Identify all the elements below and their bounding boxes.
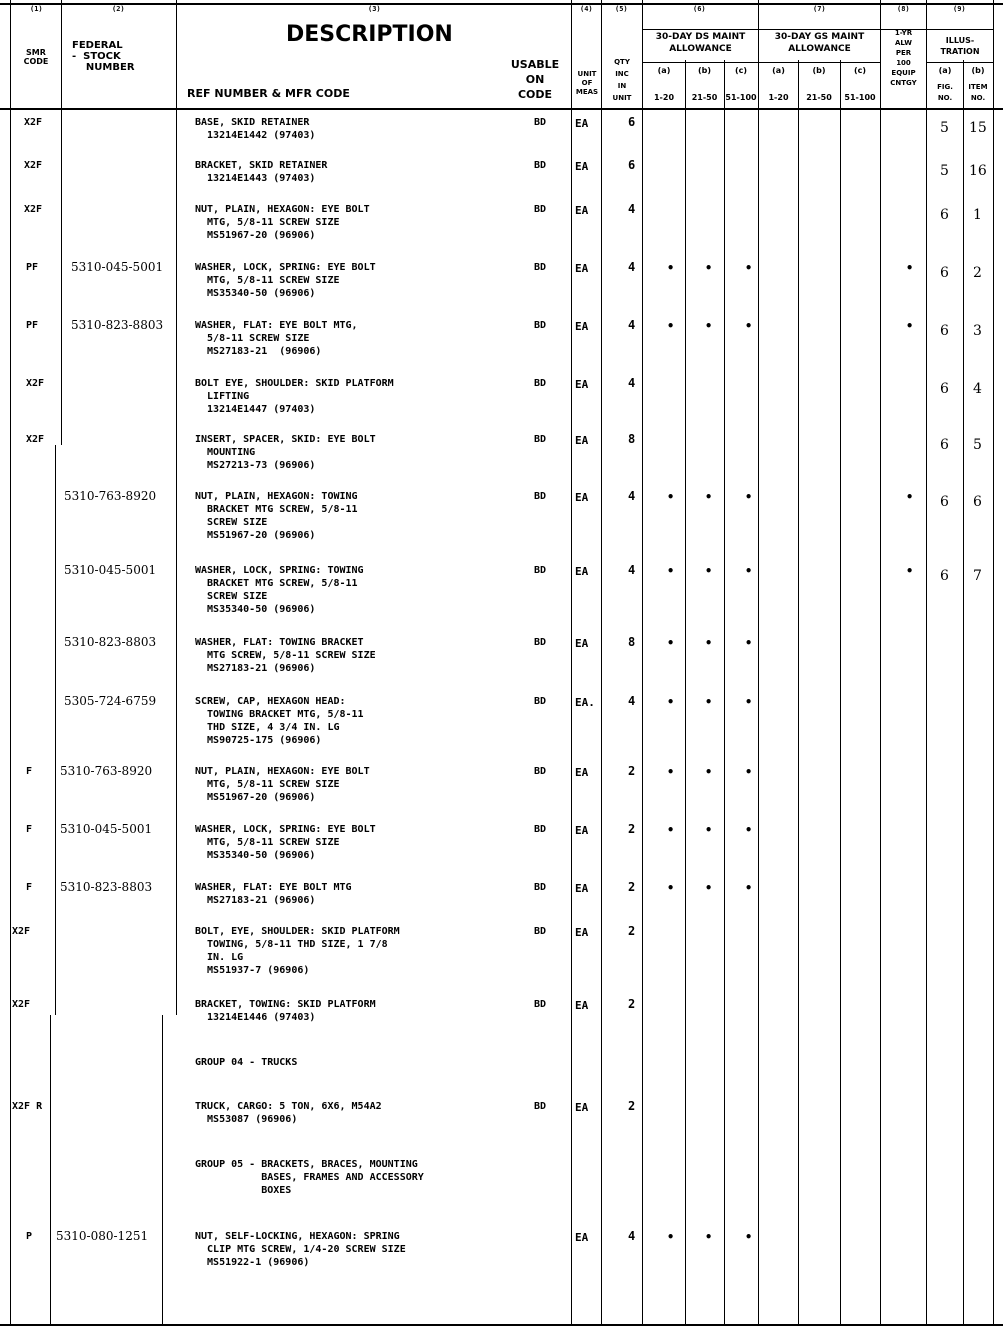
ds-allowance-mark: • [745, 636, 753, 650]
unit-of-measure: EA [575, 117, 589, 130]
usable-on-header: USABLE ON CODE [510, 58, 560, 101]
qty-in-unit: 6 [628, 158, 636, 172]
column-rule [993, 0, 994, 1325]
column-rule [724, 60, 725, 1325]
smr-code-header: SMR CODE [23, 48, 49, 66]
unit-of-measure: EA [575, 320, 589, 333]
usable-on-code: BD [534, 926, 547, 937]
item-description: WASHER, LOCK, SPRING: EYE BOLT MTG, 5/8-11 SCREW SIZE MS35340-50 (96906) [195, 262, 376, 299]
usable-on-code: BD [534, 565, 547, 576]
item-description: WASHER, FLAT: TOWING BRACKET MTG SCREW, 5/8-11 SCREW SIZE MS27183-21 (96906) [195, 637, 376, 674]
smr-code: F [26, 766, 33, 777]
ds-allowance-mark: • [745, 319, 753, 333]
col-number: (7) [813, 5, 826, 13]
federal-stock-number: 5310-823-8803 [64, 635, 157, 649]
smr-code: X2F [24, 204, 43, 215]
column-rule [880, 0, 881, 1325]
ds-allowance-mark: • [745, 881, 753, 895]
unit-of-measure: EA [575, 565, 589, 578]
item-description: WASHER, LOCK, SPRING: TOWING BRACKET MTG SCREW, 5/8-11 SCREW SIZE MS35340-50 (96906) [195, 565, 364, 615]
qty-in-unit: 4 [628, 318, 636, 332]
ds-maint-header: 30-DAY DS MAINT ALLOWANCE [655, 32, 746, 54]
usable-on-code: BD [534, 320, 547, 331]
ds-allowance-mark: • [745, 695, 753, 709]
item-number: 3 [973, 323, 982, 339]
item-number: 16 [969, 163, 987, 179]
usable-on-code: BD [534, 491, 547, 502]
ds-allowance-mark: • [705, 695, 713, 709]
smr-code: X2F R [12, 1101, 43, 1112]
item-description: GROUP 04 - TRUCKS [195, 1057, 298, 1068]
sub-range: 51-100 [725, 93, 757, 102]
column-rule [840, 60, 841, 1325]
column-rule [50, 1015, 51, 1325]
column-rule [758, 0, 759, 1325]
item-number: 4 [973, 381, 982, 397]
ds-allowance-mark: • [745, 823, 753, 837]
column-rule [798, 60, 799, 1325]
usable-on-code: BD [534, 1101, 547, 1112]
qty-in-unit: 6 [628, 115, 636, 129]
ds-allowance-mark: • [667, 823, 675, 837]
smr-code: X2F [24, 160, 43, 171]
contingency-mark: • [906, 319, 914, 333]
qty-in-unit: 8 [628, 635, 636, 649]
federal-stock-number: 5310-823-8803 [60, 880, 153, 894]
figure-number: 6 [940, 568, 949, 584]
sub-letter: (a) [772, 66, 785, 75]
federal-stock-number: 5310-763-8920 [60, 764, 153, 778]
ds-allowance-mark: • [745, 1230, 753, 1244]
ds-allowance-mark: • [705, 564, 713, 578]
usable-on-code: BD [534, 824, 547, 835]
ds-allowance-mark: • [705, 1230, 713, 1244]
column-rule [963, 60, 964, 1325]
ds-allowance-mark: • [745, 261, 753, 275]
contingency-mark: • [906, 564, 914, 578]
ds-allowance-mark: • [667, 881, 675, 895]
qty-in-unit: 8 [628, 432, 636, 446]
item-description: BOLT EYE, SHOULDER: SKID PLATFORM LIFTING 13214E1447 (97403) [195, 378, 394, 415]
unit-of-measure: EA [575, 999, 589, 1012]
smr-code: X2F [26, 378, 45, 389]
figure-number: 6 [940, 437, 949, 453]
top-rule [0, 3, 1003, 5]
sub-range: 51-100 [844, 93, 876, 102]
figure-number: 6 [940, 494, 949, 510]
ds-allowance-mark: • [745, 564, 753, 578]
qty-in-unit: 4 [628, 694, 636, 708]
sub-letter: (b) [697, 66, 712, 75]
sub-range: 21-50 [806, 93, 832, 102]
column-rule [55, 445, 56, 1015]
usable-on-code: BD [534, 434, 547, 445]
col-number: (4) [580, 5, 593, 13]
ds-allowance-mark: • [705, 319, 713, 333]
usable-on-code: BD [534, 204, 547, 215]
col-number: (8) [897, 5, 910, 13]
unit-of-measure: EA [575, 1101, 589, 1114]
smr-code: F [26, 882, 33, 893]
usable-on-code: BD [534, 262, 547, 273]
usable-on-code: BD [534, 378, 547, 389]
qty-in-unit: 4 [628, 376, 636, 390]
qty-in-unit: 2 [628, 1099, 636, 1113]
col-number: (3) [368, 5, 381, 13]
item-number: 15 [969, 120, 987, 136]
item-description: NUT, PLAIN, HEXAGON: EYE BOLT MTG, 5/8-11 SCREW SIZE MS51967-20 (96906) [195, 204, 370, 241]
figure-number: 5 [940, 163, 949, 179]
item-description: GROUP 05 - BRACKETS, BRACES, MOUNTING BASES, FRAMES AND ACCESSORY BOXES [195, 1159, 424, 1196]
unit-of-measure: EA [575, 160, 589, 173]
ds-allowance-mark: • [705, 261, 713, 275]
ds-allowance-mark: • [705, 823, 713, 837]
sub-range: 1-20 [653, 93, 675, 102]
unit-of-measure: EA [575, 766, 589, 779]
smr-code: PF [26, 320, 39, 331]
item-description: WASHER, FLAT: EYE BOLT MTG MS27183-21 (96906) [195, 882, 352, 906]
item-description: BRACKET, TOWING: SKID PLATFORM 13214E1446 (97403) [195, 999, 376, 1023]
item-no-header: ITEM NO. [968, 83, 988, 102]
col-number: (2) [112, 5, 125, 13]
ds-allowance-mark: • [667, 636, 675, 650]
col-number: (1) [30, 5, 43, 13]
unit-of-measure: EA. [575, 696, 595, 709]
item-number: 2 [973, 265, 982, 281]
unit-of-measure: EA [575, 926, 589, 939]
ds-allowance-mark: • [667, 564, 675, 578]
qty-in-unit: 2 [628, 880, 636, 894]
sub-range: 21-50 [691, 93, 718, 102]
column-rule [685, 60, 686, 1325]
smr-code: P [26, 1231, 33, 1242]
federal-stock-number: 5310-080-1251 [56, 1229, 149, 1243]
ds-allowance-mark: • [745, 765, 753, 779]
unit-of-measure: EA [575, 1231, 589, 1244]
unit-of-measure: EA [575, 491, 589, 504]
ref-mfr-header: REF NUMBER & MFR CODE [187, 87, 350, 100]
item-description: NUT, SELF-LOCKING, HEXAGON: SPRING CLIP MTG SCREW, 1/4-20 SCREW SIZE MS51922-1 (96906) [195, 1231, 406, 1268]
contingency-mark: • [906, 490, 914, 504]
unit-of-meas-header: UNIT OF MEAS [575, 70, 599, 96]
unit-of-measure: EA [575, 378, 589, 391]
figure-number: 6 [940, 207, 949, 223]
usable-on-code: BD [534, 696, 547, 707]
group-rule [642, 29, 993, 30]
column-rule [10, 0, 11, 1325]
ds-allowance-mark: • [745, 490, 753, 504]
usable-on-code: BD [534, 637, 547, 648]
usable-on-code: BD [534, 999, 547, 1010]
ds-allowance-mark: • [667, 765, 675, 779]
column-rule [61, 0, 62, 445]
sub-letter: (c) [734, 66, 748, 75]
unit-of-measure: EA [575, 262, 589, 275]
item-number: 1 [973, 207, 982, 223]
illustration-header: ILLUS- TRATION [940, 36, 980, 56]
item-description: WASHER, FLAT: EYE BOLT MTG, 5/8-11 SCREW SIZE MS27183-21 (96906) [195, 320, 358, 357]
qty-in-unit: 4 [628, 489, 636, 503]
item-number: 5 [973, 437, 982, 453]
usable-on-code: BD [534, 117, 547, 128]
sub-letter: (c) [853, 66, 867, 75]
item-description: WASHER, LOCK, SPRING: EYE BOLT MTG, 5/8-11 SCREW SIZE MS35340-50 (96906) [195, 824, 376, 861]
ds-allowance-mark: • [667, 1230, 675, 1244]
header-bottom-rule [0, 108, 1003, 110]
ds-allowance-mark: • [667, 261, 675, 275]
federal-stock-number: 5310-763-8920 [64, 489, 157, 503]
qty-in-unit: 2 [628, 764, 636, 778]
qty-in-unit: 4 [628, 202, 636, 216]
gs-maint-header: 30-DAY GS MAINT ALLOWANCE [774, 32, 865, 54]
qty-in-unit: 4 [628, 260, 636, 274]
ds-allowance-mark: • [705, 881, 713, 895]
federal-stock-number: 5305-724-6759 [64, 694, 157, 708]
ds-allowance-mark: • [705, 636, 713, 650]
item-description: BOLT, EYE, SHOULDER: SKID PLATFORM TOWING, 5/8-11 THD SIZE, 1 7/8 IN. LG MS51937-7 (96906) [195, 926, 400, 976]
ds-allowance-mark: • [667, 319, 675, 333]
sub-letter: (b) [812, 66, 826, 75]
column-rule [571, 0, 572, 1325]
unit-of-measure: EA [575, 637, 589, 650]
fsn-header: FEDERAL - STOCK NUMBER [72, 40, 135, 73]
sub-letter: (a) [657, 66, 671, 75]
federal-stock-number: 5310-045-5001 [71, 260, 164, 274]
yr-alw-header: 1-YR ALW PER 100 EQUIP CNTGY [890, 29, 917, 87]
smr-code: X2F [12, 999, 31, 1010]
sub-letter: (b) [971, 66, 985, 75]
item-description: SCREW, CAP, HEXAGON HEAD: TOWING BRACKET MTG, 5/8-11 THD SIZE, 4 3/4 IN. LG MS90725-175 (96906) [195, 696, 364, 746]
column-rule [601, 0, 602, 1325]
qty-in-unit: 2 [628, 997, 636, 1011]
figure-number: 5 [940, 120, 949, 136]
figure-number: 6 [940, 323, 949, 339]
smr-code: X2F [26, 434, 45, 445]
column-rule [926, 0, 927, 1325]
unit-of-measure: EA [575, 882, 589, 895]
qty-in-unit: 4 [628, 563, 636, 577]
col-number: (6) [693, 5, 706, 13]
unit-of-measure: EA [575, 434, 589, 447]
column-rule [642, 0, 643, 1325]
item-description: BASE, SKID RETAINER 13214E1442 (97403) [195, 117, 316, 141]
federal-stock-number: 5310-045-5001 [60, 822, 153, 836]
smr-code: F [26, 824, 33, 835]
item-number: 6 [973, 494, 982, 510]
unit-of-measure: EA [575, 824, 589, 837]
item-description: INSERT, SPACER, SKID: EYE BOLT MOUNTING MS27213-73 (96906) [195, 434, 376, 471]
item-number: 7 [973, 568, 982, 584]
subheader-rule [926, 62, 993, 63]
unit-of-measure: EA [575, 204, 589, 217]
sub-range: 1-20 [768, 93, 789, 102]
item-description: BRACKET, SKID RETAINER 13214E1443 (97403) [195, 160, 328, 184]
column-rule [176, 0, 177, 1015]
item-description: NUT, PLAIN, HEXAGON: TOWING BRACKET MTG SCREW, 5/8-11 SCREW SIZE MS51967-20 (96906) [195, 491, 358, 541]
ds-allowance-mark: • [667, 695, 675, 709]
federal-stock-number: 5310-045-5001 [64, 563, 157, 577]
bottom-rule [0, 1324, 1003, 1326]
federal-stock-number: 5310-823-8803 [71, 318, 164, 332]
smr-code: X2F [12, 926, 31, 937]
usable-on-code: BD [534, 882, 547, 893]
qty-in-unit: 4 [628, 1229, 636, 1243]
smr-code: PF [26, 262, 39, 273]
col-number: (9) [953, 5, 966, 13]
column-rule [162, 1015, 163, 1325]
fig-no-header: FIG. NO. [937, 83, 953, 102]
figure-number: 6 [940, 381, 949, 397]
ds-allowance-mark: • [667, 490, 675, 504]
qty-in-unit: 2 [628, 822, 636, 836]
qty-in-unit: 2 [628, 924, 636, 938]
sub-letter: (a) [938, 66, 952, 75]
ds-allowance-mark: • [705, 765, 713, 779]
usable-on-code: BD [534, 766, 547, 777]
smr-code: X2F [24, 117, 43, 128]
description-header: DESCRIPTION [286, 22, 453, 47]
subheader-rule [642, 62, 880, 63]
usable-on-code: BD [534, 160, 547, 171]
col-number: (5) [615, 5, 628, 13]
contingency-mark: • [906, 261, 914, 275]
ds-allowance-mark: • [705, 490, 713, 504]
item-description: NUT, PLAIN, HEXAGON: EYE BOLT MTG, 5/8-11 SCREW SIZE MS51967-20 (96906) [195, 766, 370, 803]
figure-number: 6 [940, 265, 949, 281]
item-description: TRUCK, CARGO: 5 TON, 6X6, M54A2 MS53087 (96906) [195, 1101, 382, 1125]
qty-inc-header: QTY INC IN UNIT [612, 58, 632, 102]
